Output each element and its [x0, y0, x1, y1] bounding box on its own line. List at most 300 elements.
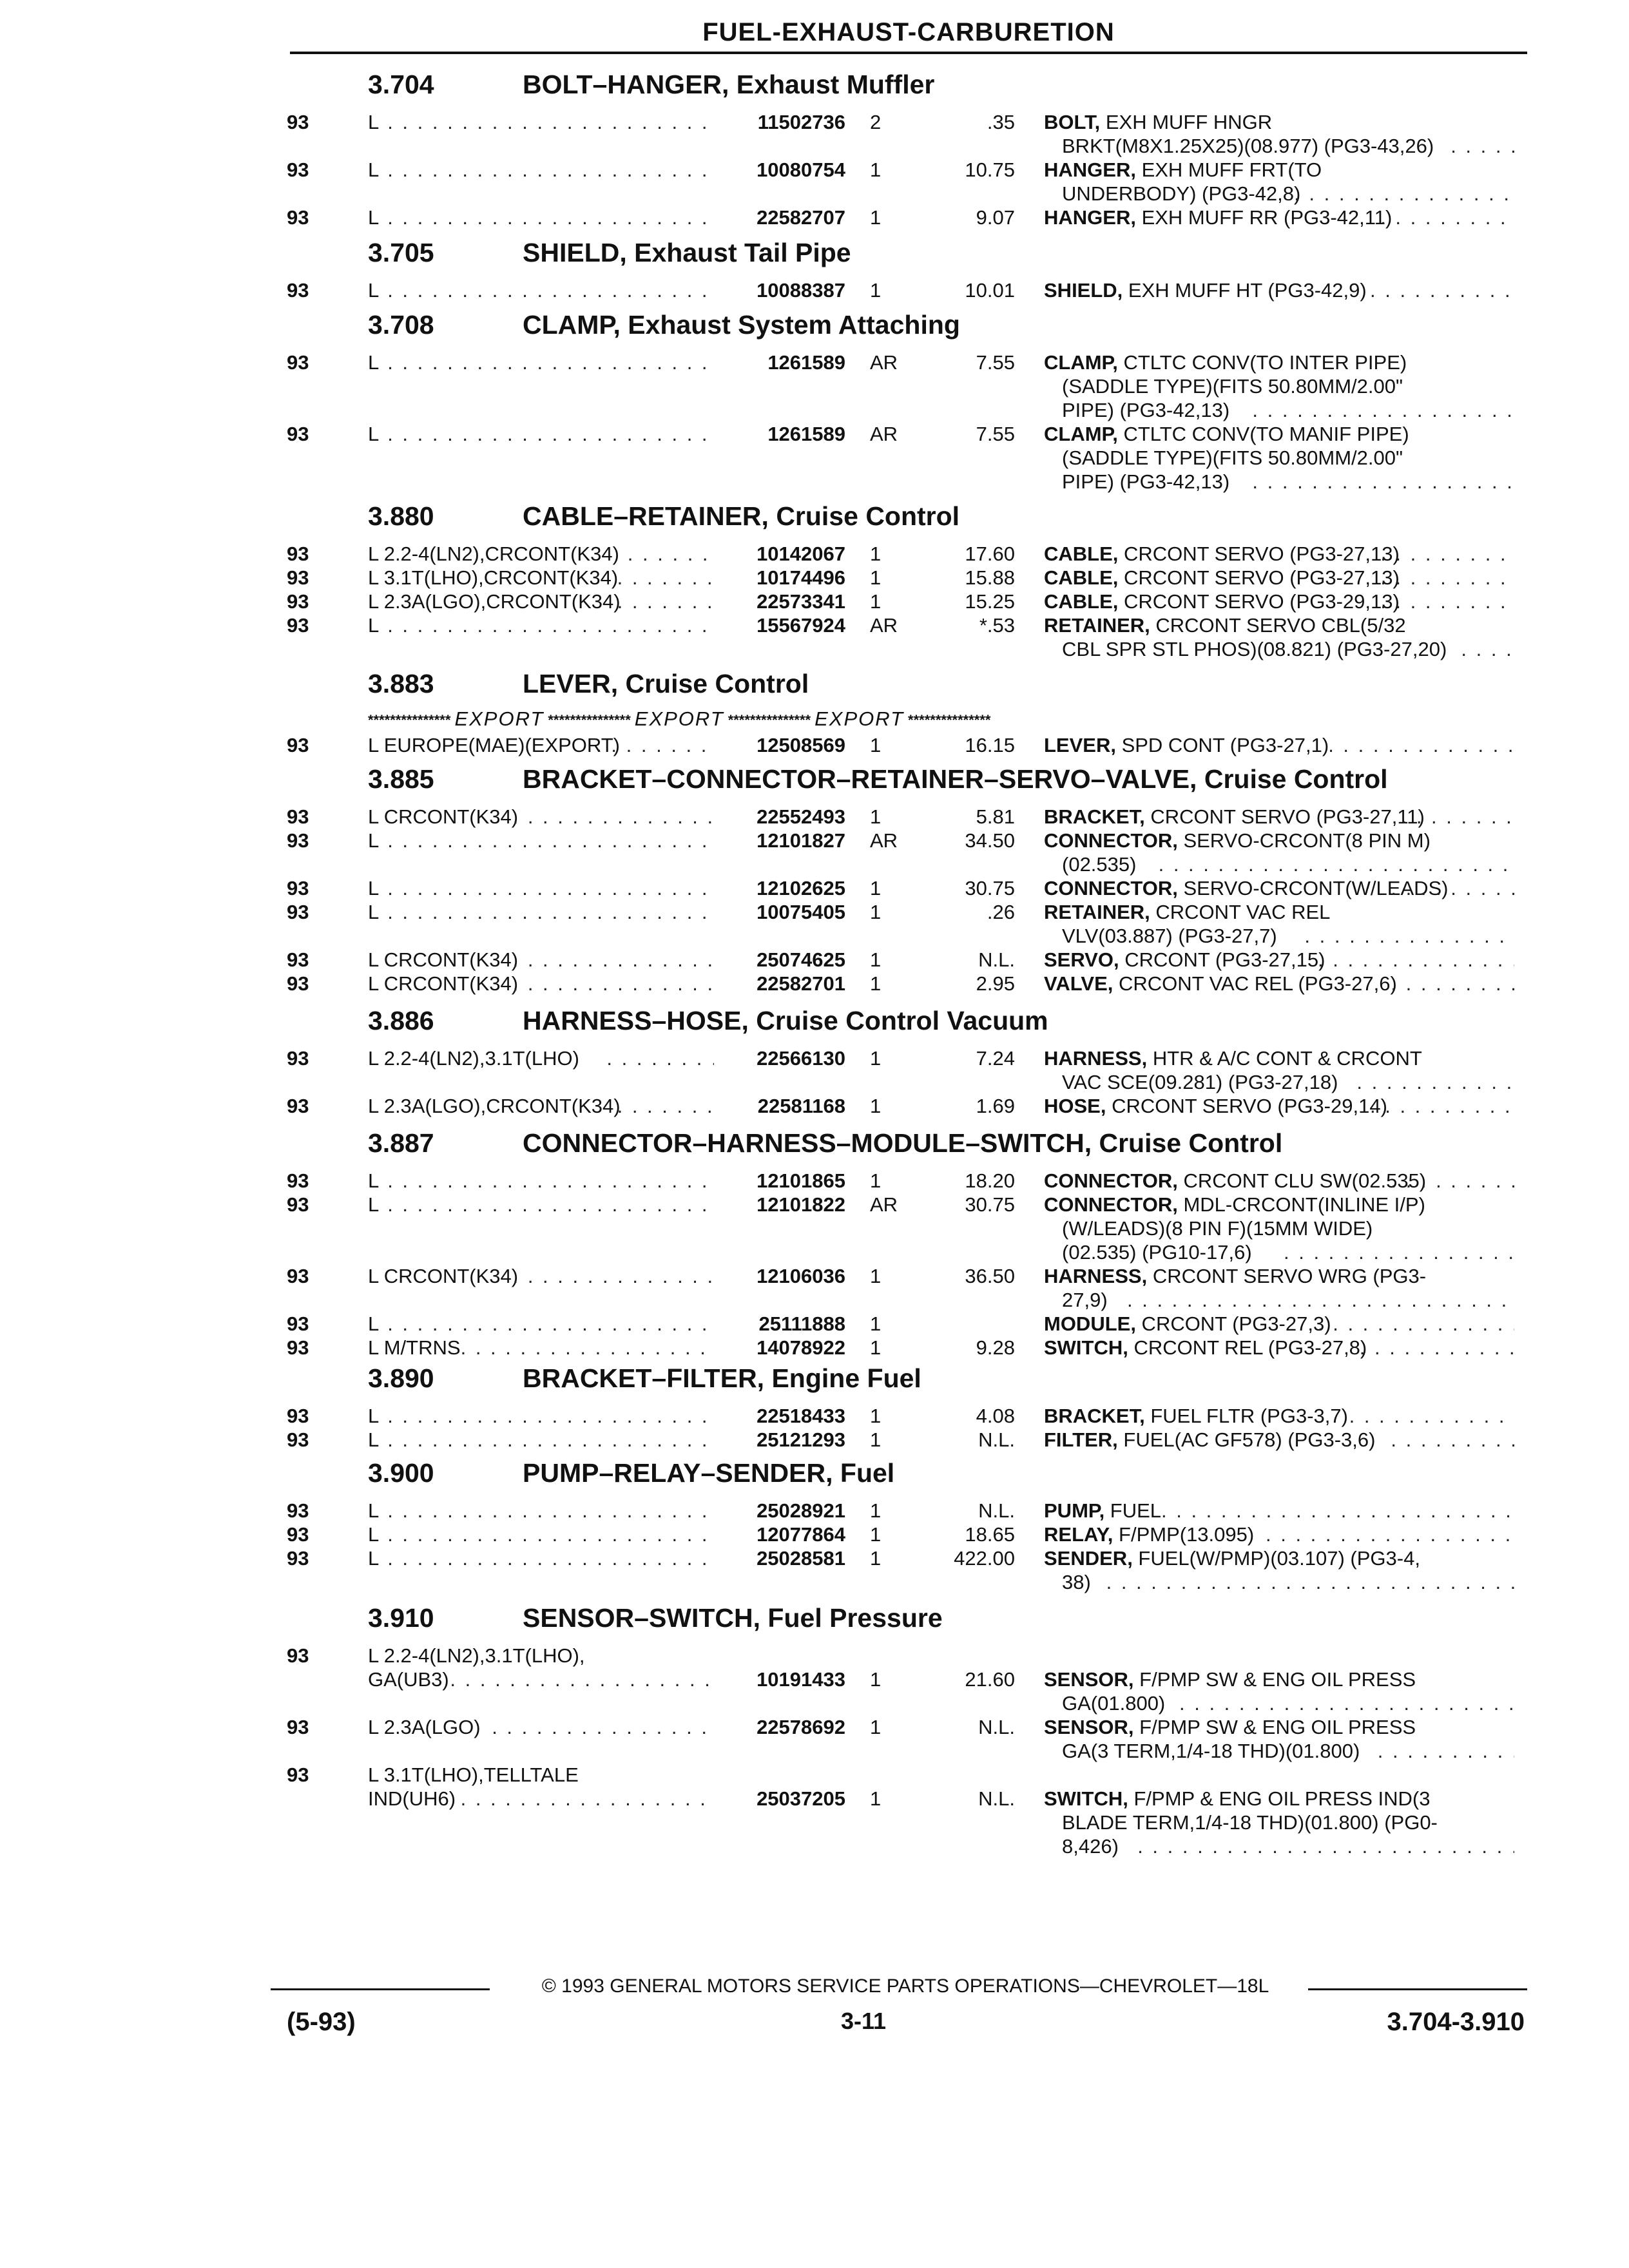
quantity: 1	[870, 279, 882, 302]
leader-dots	[387, 900, 714, 925]
part-description: HARNESS, CRCONT SERVO WRG (PG3-	[1044, 1265, 1427, 1287]
section-number: 3.910	[368, 1603, 434, 1633]
part-noun: CABLE,	[1044, 566, 1119, 589]
part-noun: BRACKET,	[1044, 1405, 1145, 1427]
leader-dots	[387, 1546, 714, 1571]
section-heading	[368, 1363, 921, 1394]
leader-dots	[387, 110, 714, 135]
quantity: 1	[870, 1547, 882, 1570]
part-number: 10142067	[757, 543, 845, 565]
price: 7.24	[976, 1047, 1015, 1070]
section-number: 3.883	[368, 669, 434, 698]
leader-dots	[387, 1404, 714, 1428]
quantity: 1	[870, 1047, 882, 1070]
usage-code: L CRCONT(K34)	[368, 972, 519, 995]
usage-code: L EUROPE(MAE)(EXPORT)	[368, 734, 620, 756]
model-year: 93	[287, 423, 309, 445]
model-year: 93	[287, 1763, 309, 1786]
usage-code: L 2.3A(LGO)	[368, 1716, 481, 1738]
usage-code: L	[368, 1523, 380, 1546]
part-row	[0, 900, 1629, 947]
price: 10.75	[965, 159, 1015, 181]
part-description: SENSOR, F/PMP SW & ENG OIL PRESS	[1044, 1716, 1416, 1738]
model-year: 93	[287, 1265, 309, 1287]
export-stars: ***************	[908, 711, 991, 728]
usage-line: L 3.1T(LHO),TELLTALE	[368, 1763, 579, 1786]
part-row	[0, 948, 1629, 972]
part-noun: HARNESS,	[1044, 1265, 1148, 1287]
part-description: UNDERBODY) (PG3-42,8)	[1062, 182, 1301, 205]
price: *.53	[979, 614, 1015, 637]
leader-dots	[387, 1428, 714, 1452]
section-heading	[368, 668, 809, 699]
usage-code: L	[368, 1169, 380, 1192]
leader-dots	[1161, 1499, 1514, 1523]
usage-code: GA(UB3)	[368, 1668, 449, 1691]
quantity: AR	[870, 1193, 898, 1216]
part-number: 15567924	[757, 614, 845, 637]
part-noun: HANGER,	[1044, 206, 1136, 229]
model-year: 93	[287, 1644, 309, 1667]
leader-dots	[1127, 1288, 1514, 1312]
section-title: CLAMP, Exhaust System Attaching	[523, 310, 960, 340]
leader-dots	[1318, 1312, 1514, 1336]
part-description: RELAY, F/PMP(13.095)	[1044, 1523, 1255, 1546]
part-row	[0, 829, 1629, 876]
part-noun: CABLE,	[1044, 590, 1119, 613]
part-description: (02.535)	[1062, 853, 1137, 876]
part-description: (02.535) (PG10-17,6)	[1062, 1241, 1252, 1264]
part-number: 25111888	[758, 1312, 845, 1335]
part-description: BRACKET, CRCONT SERVO (PG3-27,11)	[1044, 805, 1425, 828]
price: 10.01	[965, 279, 1015, 302]
export-label: EXPORT	[815, 707, 905, 730]
part-row	[0, 1336, 1629, 1360]
section-number: 3.887	[368, 1128, 434, 1158]
usage-code: IND(UH6)	[368, 1787, 456, 1810]
quantity: 1	[870, 972, 882, 995]
footer-copyright: © 1993 GENERAL MOTORS SERVICE PARTS OPERATIONS—CHEVROLET—18L	[541, 1975, 1269, 1997]
quantity: 1	[870, 1716, 882, 1738]
quantity: 1	[870, 159, 882, 181]
section-number: 3.900	[368, 1458, 434, 1488]
leader-dots	[1402, 805, 1514, 829]
part-row	[0, 1763, 1629, 1858]
leader-dots	[387, 1523, 714, 1547]
usage-code: L	[368, 901, 380, 923]
model-year: 93	[287, 734, 309, 756]
price: 36.50	[965, 1265, 1015, 1287]
usage-code: L M/TRNS	[368, 1336, 461, 1359]
leader-dots	[1370, 1094, 1514, 1119]
section-heading	[368, 237, 851, 268]
usage-code: L	[368, 1312, 380, 1335]
part-description: PUMP, FUEL	[1044, 1499, 1162, 1522]
part-description: CABLE, CRCONT SERVO (PG3-27,13)	[1044, 566, 1400, 589]
part-noun: HARNESS,	[1044, 1047, 1148, 1070]
model-year: 93	[287, 159, 309, 181]
part-noun: SERVO,	[1044, 948, 1119, 971]
part-description: BRKT(M8X1.25X25)(08.977) (PG3-43,26)	[1062, 135, 1434, 157]
part-description: 8,426)	[1062, 1835, 1119, 1858]
part-description: VALVE, CRCONT VAC REL (PG3-27,6)	[1044, 972, 1397, 995]
part-number: 12077864	[757, 1523, 845, 1546]
model-year: 93	[287, 1547, 309, 1570]
part-number: 22573341	[757, 590, 845, 613]
model-year: 93	[287, 111, 309, 133]
price: 34.50	[965, 829, 1015, 852]
quantity: 1	[870, 1312, 882, 1335]
part-description: CBL SPR STL PHOS)(08.821) (PG3-27,20)	[1062, 638, 1447, 660]
part-noun: SWITCH,	[1044, 1787, 1128, 1810]
model-year: 93	[287, 566, 309, 589]
usage-line: L 2.2-4(LN2),3.1T(LHO),	[368, 1644, 585, 1667]
part-description: BRACKET, FUEL FLTR (PG3-3,7)	[1044, 1405, 1348, 1427]
leader-dots	[1360, 1336, 1514, 1360]
quantity: 1	[870, 590, 882, 613]
quantity: 1	[870, 543, 882, 565]
usage-code: L	[368, 1193, 380, 1216]
usage-code: L	[368, 423, 380, 445]
part-description: RETAINER, CRCONT VAC REL	[1044, 901, 1331, 923]
quantity: 1	[870, 901, 882, 923]
part-noun: SENSOR,	[1044, 1716, 1134, 1738]
section-number: 3.886	[368, 1006, 434, 1035]
quantity: 1	[870, 734, 882, 756]
leader-dots	[1106, 1570, 1514, 1595]
section-heading	[368, 1128, 1282, 1158]
quantity: 1	[870, 1499, 882, 1522]
part-description: HARNESS, HTR & A/C CONT & CRCONT	[1044, 1047, 1422, 1070]
section-title: CABLE–RETAINER, Cruise Control	[523, 501, 960, 531]
price: 5.81	[976, 805, 1015, 828]
leader-dots	[387, 876, 714, 901]
usage-code: L	[368, 351, 380, 374]
leader-dots	[387, 1499, 714, 1523]
model-year: 93	[287, 1047, 309, 1070]
section-number: 3.885	[368, 764, 434, 794]
export-stars: ***************	[368, 711, 451, 728]
leader-dots	[387, 613, 714, 638]
leader-dots	[461, 1336, 714, 1360]
part-row	[0, 1046, 1629, 1093]
usage-code: L	[368, 111, 380, 133]
usage-code: L	[368, 279, 380, 302]
model-year: 93	[287, 901, 309, 923]
leader-dots	[1380, 590, 1514, 614]
price: 18.20	[965, 1169, 1015, 1192]
price: N.L.	[978, 948, 1015, 971]
part-description: SWITCH, CRCONT REL (PG3-27,8)	[1044, 1336, 1367, 1359]
section-title: HARNESS–HOSE, Cruise Control Vacuum	[523, 1006, 1048, 1035]
part-row	[0, 1546, 1629, 1593]
leader-dots	[387, 351, 714, 375]
leader-dots	[1380, 566, 1514, 590]
leader-dots	[1461, 637, 1514, 662]
model-year: 93	[287, 1095, 309, 1117]
usage-code: L 2.3A(LGO),CRCONT(K34)	[368, 590, 621, 613]
part-number: 25037205	[757, 1787, 845, 1810]
export-label: EXPORT	[454, 707, 545, 730]
price: 30.75	[965, 877, 1015, 899]
price: 30.75	[965, 1193, 1015, 1216]
part-row	[0, 972, 1629, 996]
part-description: CONNECTOR, SERVO-CRCONT(8 PIN M)	[1044, 829, 1431, 852]
part-noun: RETAINER,	[1044, 901, 1150, 923]
part-description: CABLE, CRCONT SERVO (PG3-29,13)	[1044, 590, 1400, 613]
part-noun: CONNECTOR,	[1044, 829, 1178, 852]
quantity: AR	[870, 423, 898, 445]
part-noun: CABLE,	[1044, 543, 1119, 565]
part-noun: PUMP,	[1044, 1499, 1105, 1522]
leader-dots	[1391, 1428, 1514, 1452]
quantity: 1	[870, 1405, 882, 1427]
model-year: 93	[287, 279, 309, 302]
part-number: 10088387	[757, 279, 845, 302]
usage-code: L	[368, 1547, 380, 1570]
part-number: 22552493	[757, 805, 845, 828]
quantity: 1	[870, 1169, 882, 1192]
model-year: 93	[287, 614, 309, 637]
quantity: 1	[870, 566, 882, 589]
leader-dots	[1137, 1834, 1514, 1859]
part-number: 22566130	[757, 1047, 845, 1070]
part-noun: BRACKET,	[1044, 805, 1145, 828]
part-row	[0, 351, 1629, 421]
model-year: 93	[287, 590, 309, 613]
leader-dots	[1284, 1240, 1514, 1265]
part-description: CONNECTOR, CRCONT CLU SW(02.535)	[1044, 1169, 1427, 1192]
leader-dots	[1370, 278, 1514, 303]
leader-dots	[1318, 948, 1514, 972]
leader-dots	[1380, 542, 1514, 566]
price: 21.60	[965, 1668, 1015, 1691]
part-row	[0, 613, 1629, 660]
leader-dots	[513, 805, 714, 829]
part-noun: CONNECTOR,	[1044, 1193, 1178, 1216]
price: .35	[987, 111, 1015, 133]
part-number: 12101865	[757, 1169, 845, 1192]
price: 16.15	[965, 734, 1015, 756]
leader-dots	[387, 422, 714, 447]
quantity: 1	[870, 1787, 882, 1810]
part-row	[0, 876, 1629, 901]
price: 422.00	[954, 1547, 1015, 1570]
leader-dots	[1356, 1070, 1514, 1095]
part-description: RETAINER, CRCONT SERVO CBL(5/32	[1044, 614, 1406, 637]
part-row	[0, 206, 1629, 230]
footer-section-range: 3.704-3.910	[1387, 2008, 1525, 2036]
part-description: SENDER, FUEL(W/PMP)(03.107) (PG3-4,	[1044, 1547, 1420, 1570]
part-noun: SHIELD,	[1044, 279, 1123, 302]
price: 17.60	[965, 543, 1015, 565]
leader-dots	[1294, 182, 1514, 206]
part-description: CLAMP, CTLTC CONV(TO MANIF PIPE)	[1044, 423, 1409, 445]
usage-code: L	[368, 1428, 380, 1451]
leader-dots	[513, 948, 714, 972]
part-noun: BOLT,	[1044, 111, 1101, 133]
page-header-title: FUEL-EXHAUST-CARBURETION	[702, 18, 1115, 46]
part-number: 1261589	[767, 351, 845, 374]
usage-code: L CRCONT(K34)	[368, 805, 519, 828]
section-number: 3.890	[368, 1363, 434, 1393]
part-description: CABLE, CRCONT SERVO (PG3-27,13)	[1044, 543, 1400, 565]
quantity: 1	[870, 1428, 882, 1451]
leader-dots	[387, 829, 714, 853]
part-noun: HANGER,	[1044, 159, 1136, 181]
model-year: 93	[287, 948, 309, 971]
part-description: BOLT, EXH MUFF HNGR	[1044, 111, 1273, 133]
part-description: GA(01.800)	[1062, 1692, 1166, 1715]
part-number: 10174496	[757, 566, 845, 589]
footer-rule-right	[1308, 1988, 1527, 1990]
part-number: 10191433	[757, 1668, 845, 1691]
part-description: HANGER, EXH MUFF FRT(TO	[1044, 159, 1322, 181]
section-number: 3.704	[368, 70, 434, 99]
part-row	[0, 278, 1629, 303]
part-number: 22518433	[757, 1405, 845, 1427]
part-description: CONNECTOR, SERVO-CRCONT(W/LEADS)	[1044, 877, 1449, 899]
part-noun: CLAMP,	[1044, 423, 1118, 445]
quantity: 1	[870, 877, 882, 899]
part-description: (W/LEADS)(8 PIN F)(15MM WIDE)	[1062, 1217, 1373, 1240]
price: N.L.	[978, 1716, 1015, 1738]
part-number: 22581168	[757, 1095, 845, 1117]
quantity: AR	[870, 614, 898, 637]
price: 18.65	[965, 1523, 1015, 1546]
leader-dots	[1304, 924, 1514, 948]
part-noun: SENSOR,	[1044, 1668, 1134, 1691]
part-number: 12106036	[757, 1265, 845, 1287]
section-heading	[368, 764, 1388, 794]
part-row	[0, 1312, 1629, 1336]
price: 4.08	[976, 1405, 1015, 1427]
usage-code: L 3.1T(LHO),CRCONT(K34)	[368, 566, 619, 589]
part-number: 22582701	[757, 972, 845, 995]
model-year: 93	[287, 1405, 309, 1427]
section-title: BRACKET–CONNECTOR–RETAINER–SERVO–VALVE, Cruise Control	[523, 764, 1388, 794]
model-year: 93	[287, 829, 309, 852]
price: 7.55	[976, 423, 1015, 445]
leader-dots	[492, 1715, 714, 1740]
price: 15.25	[965, 590, 1015, 613]
part-description: BLADE TERM,1/4-18 THD)(01.800) (PG0-	[1062, 1811, 1438, 1834]
section-title: SENSOR–SWITCH, Fuel Pressure	[523, 1603, 943, 1633]
leader-dots	[387, 1169, 714, 1193]
model-year: 93	[287, 1193, 309, 1216]
price: N.L.	[978, 1787, 1015, 1810]
price: 15.88	[965, 566, 1015, 589]
part-row	[0, 1264, 1629, 1311]
section-title: PUMP–RELAY–SENDER, Fuel	[523, 1458, 895, 1488]
section-title: LEVER, Cruise Control	[523, 669, 809, 698]
leader-dots	[1391, 876, 1514, 901]
usage-code: L	[368, 1499, 380, 1522]
part-row	[0, 422, 1629, 493]
price: 7.55	[976, 351, 1015, 374]
part-description: SERVO, CRCONT (PG3-27,15)	[1044, 948, 1325, 971]
usage-code: L	[368, 829, 380, 852]
part-number: 12101827	[757, 829, 845, 852]
leader-dots	[1391, 972, 1514, 996]
part-description: LEVER, SPD CONT (PG3-27,1)	[1044, 734, 1329, 756]
part-row	[0, 158, 1629, 205]
section-number: 3.880	[368, 501, 434, 531]
part-description: GA(3 TERM,1/4-18 THD)(01.800)	[1062, 1740, 1360, 1762]
part-row	[0, 1523, 1629, 1547]
part-description: SWITCH, F/PMP & ENG OIL PRESS IND(3	[1044, 1787, 1431, 1810]
part-noun: FILTER,	[1044, 1428, 1118, 1451]
export-label: EXPORT	[634, 707, 724, 730]
usage-code: L	[368, 1405, 380, 1427]
part-number: 25028581	[757, 1547, 845, 1570]
part-noun: CONNECTOR,	[1044, 877, 1178, 899]
model-year: 93	[287, 1523, 309, 1546]
header-rule	[290, 52, 1527, 54]
part-row	[0, 1404, 1629, 1428]
price: 2.95	[976, 972, 1015, 995]
part-noun: VALVE,	[1044, 972, 1113, 995]
quantity: 1	[870, 805, 882, 828]
section-heading	[368, 501, 959, 532]
part-noun: HOSE,	[1044, 1095, 1106, 1117]
part-noun: MODULE,	[1044, 1312, 1136, 1335]
part-noun: LEVER,	[1044, 734, 1116, 756]
leader-dots	[1349, 1404, 1514, 1428]
export-banner	[368, 707, 1515, 731]
part-description: VAC SCE(09.281) (PG3-27,18)	[1062, 1071, 1338, 1093]
export-stars: ***************	[728, 711, 811, 728]
part-row	[0, 1499, 1629, 1523]
part-number: 12101822	[757, 1193, 845, 1216]
leader-dots	[1179, 1691, 1514, 1716]
part-description: VLV(03.887) (PG3-27,7)	[1062, 925, 1277, 947]
part-row	[0, 1715, 1629, 1762]
leader-dots	[1328, 733, 1514, 758]
quantity: 1	[870, 948, 882, 971]
model-year: 93	[287, 877, 309, 899]
section-heading	[368, 309, 960, 340]
part-row	[0, 1644, 1629, 1715]
model-year: 93	[287, 1428, 309, 1451]
leader-dots	[1266, 1523, 1514, 1547]
section-title: SHIELD, Exhaust Tail Pipe	[523, 238, 851, 267]
part-row	[0, 733, 1629, 758]
part-description: CLAMP, CTLTC CONV(TO INTER PIPE)	[1044, 351, 1407, 374]
part-number: 14078922	[757, 1336, 845, 1359]
part-number: 25074625	[757, 948, 845, 971]
leader-dots	[387, 1193, 714, 1217]
section-heading	[368, 1457, 894, 1488]
leader-dots	[387, 158, 714, 182]
quantity: 2	[870, 111, 882, 133]
footer-date-code: (5-93)	[287, 2008, 356, 2036]
part-number: 25121293	[757, 1428, 845, 1451]
section-number: 3.708	[368, 310, 434, 340]
usage-code: L 2.2-4(LN2),3.1T(LHO)	[368, 1047, 579, 1070]
part-description: 38)	[1062, 1571, 1091, 1593]
model-year: 93	[287, 206, 309, 229]
model-year: 93	[287, 1336, 309, 1359]
part-number: 10080754	[757, 159, 845, 181]
leader-dots	[1159, 852, 1514, 877]
part-description: FILTER, FUEL(AC GF578) (PG3-3,6)	[1044, 1428, 1376, 1451]
part-noun: CONNECTOR,	[1044, 1169, 1178, 1192]
price: N.L.	[978, 1428, 1015, 1451]
leader-dots	[1451, 134, 1514, 159]
model-year: 93	[287, 1499, 309, 1522]
model-year: 93	[287, 805, 309, 828]
